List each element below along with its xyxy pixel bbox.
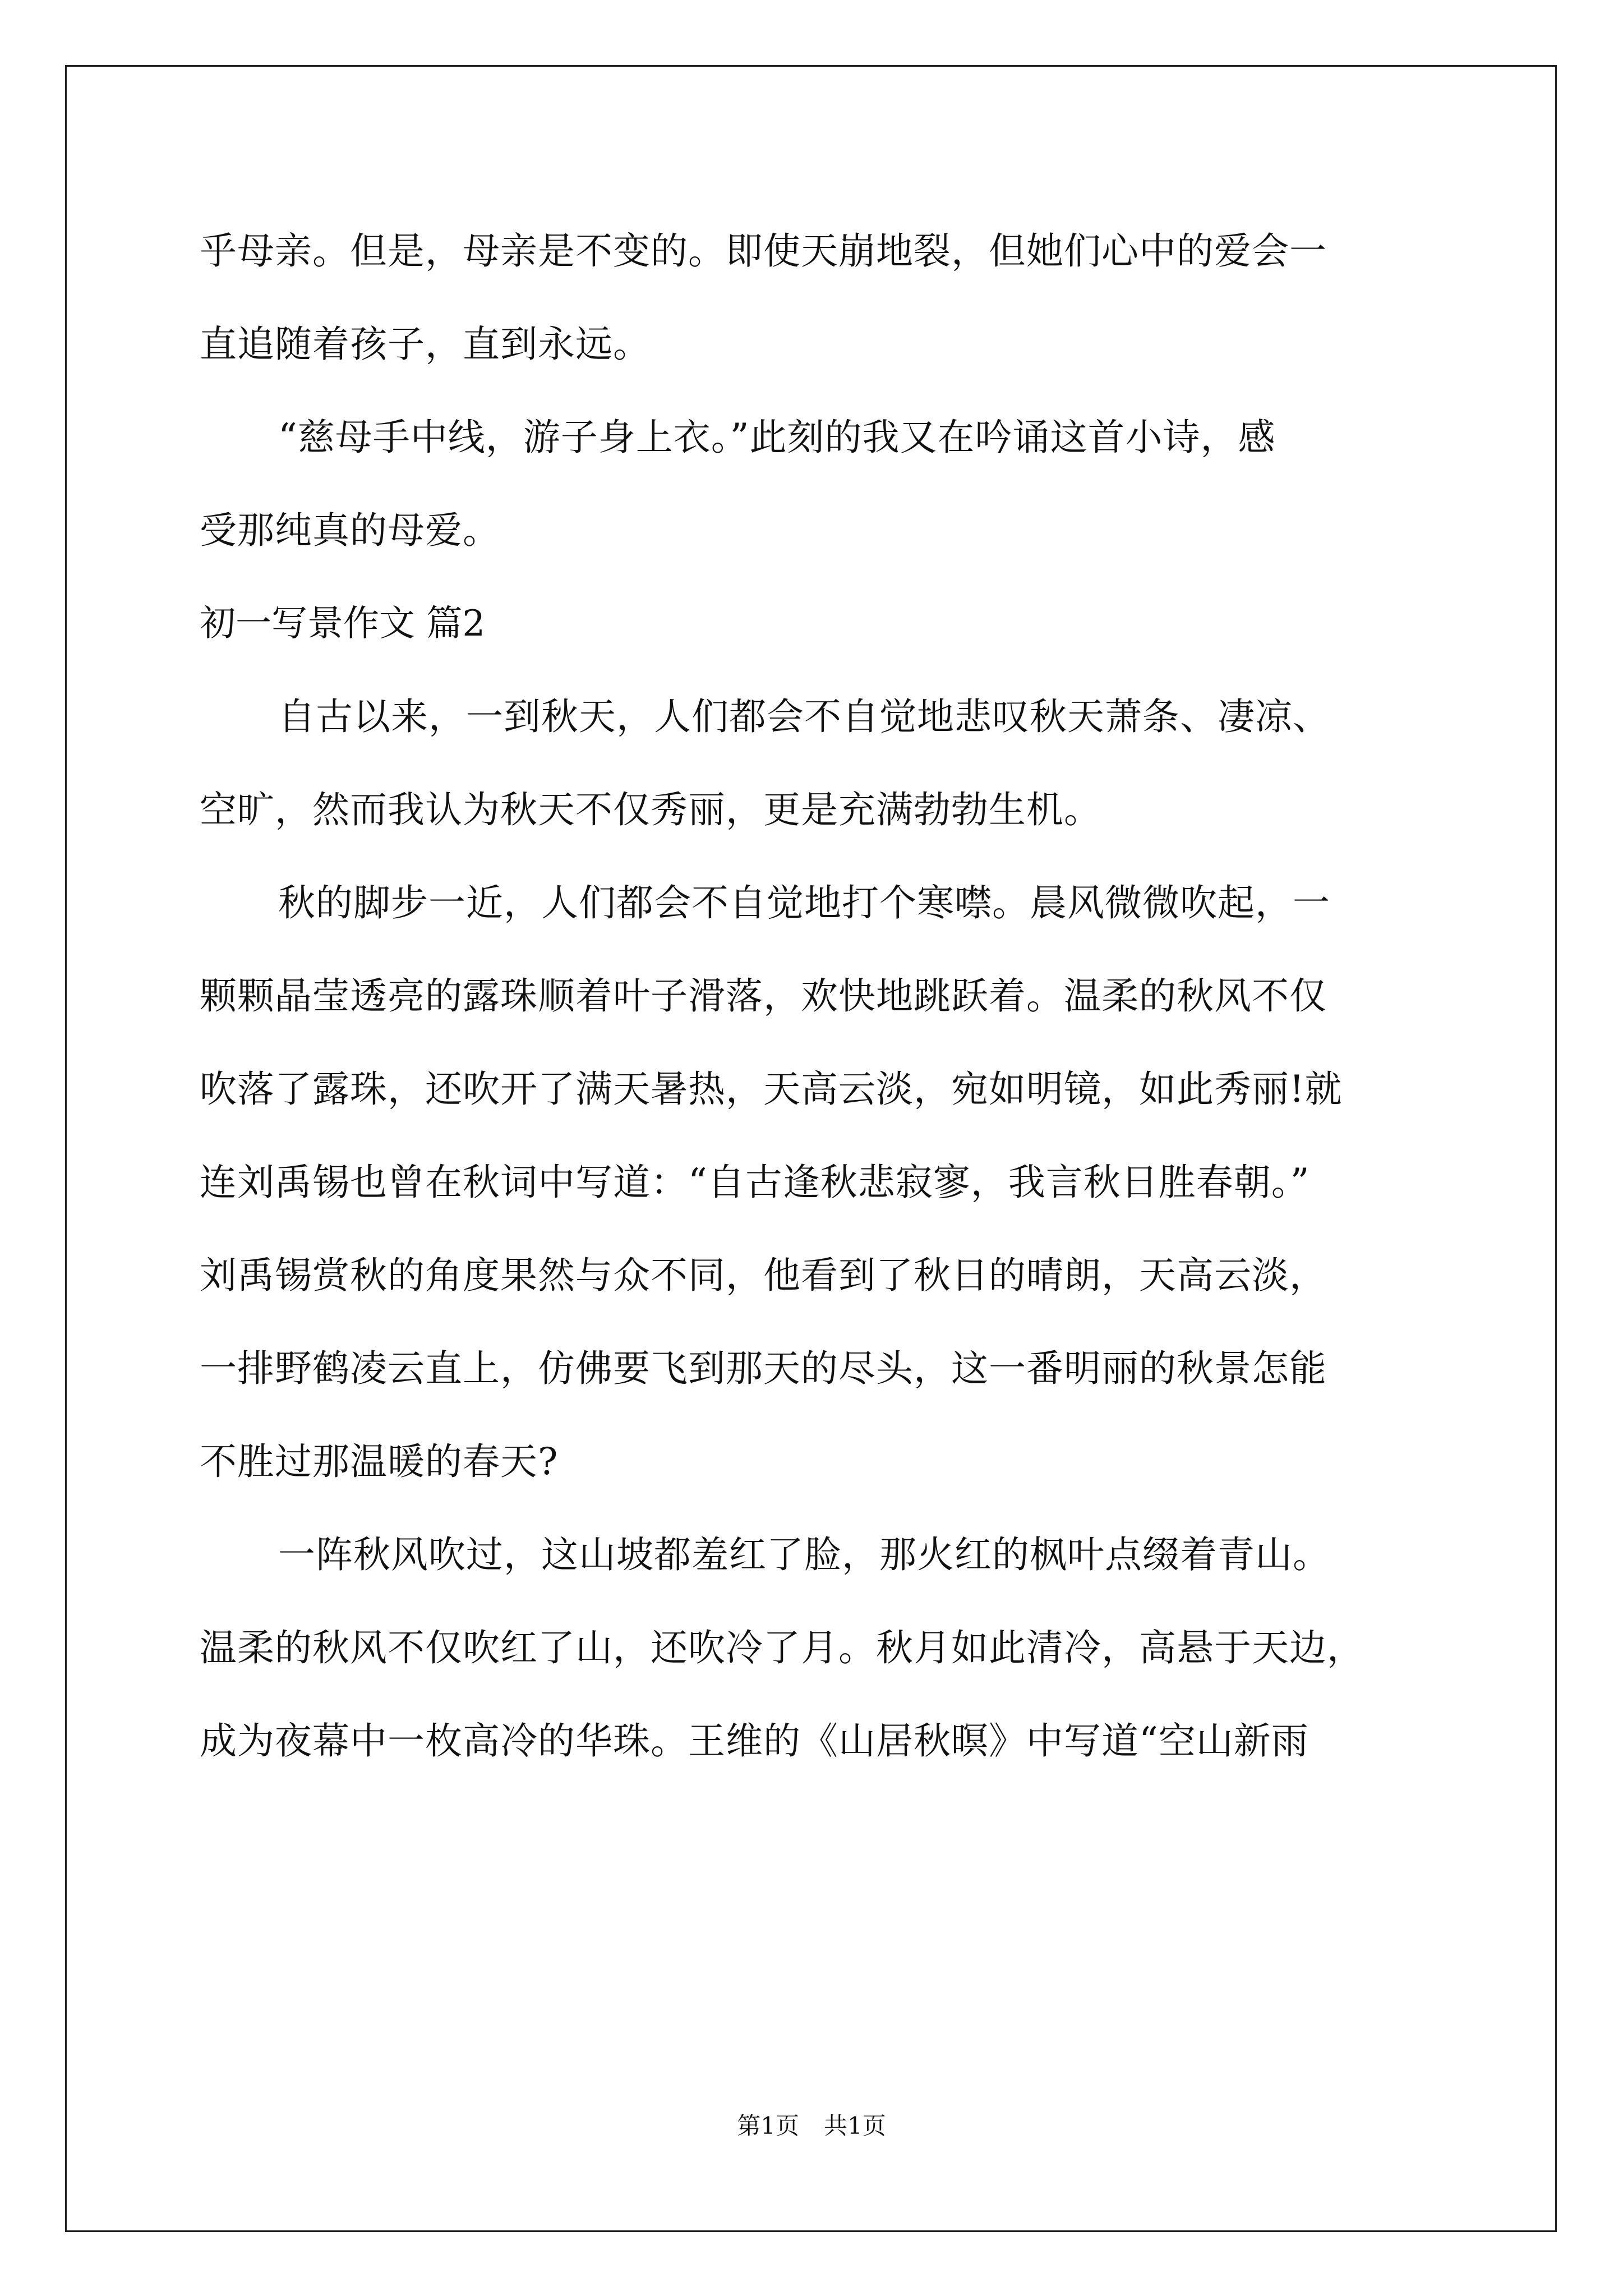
text-line: 一排野鹤凌云直上，仿佛要飞到那天的尽头，这一番明丽的秋景怎能 <box>200 1347 1327 1390</box>
text-line: 吹落了露珠，还吹开了满天暑热，天高云淡，宛如明镜，如此秀丽!就 <box>200 1068 1343 1111</box>
text-line: 不胜过那温暖的春天? <box>200 1440 559 1483</box>
page-number: 第1页 <box>737 2112 799 2139</box>
page-footer <box>0 2109 1623 2143</box>
document-body <box>200 205 1428 1788</box>
text-line: 秋的脚步一近，人们都会不自觉地打个寒噤。晨风微微吹起，一 <box>278 881 1330 924</box>
text-line: 成为夜幕中一枚高冷的华珠。王维的《山居秋暝》中写道“空山新雨 <box>200 1719 1309 1763</box>
text-line: 刘禹锡赏秋的角度果然与众不同，他看到了秋日的晴朗，天高云淡， <box>200 1254 1327 1297</box>
text-line: 受那纯真的母爱。 <box>200 509 500 552</box>
text-line: 自古以来，一到秋天，人们都会不自觉地悲叹秋天萧条、凄凉、 <box>278 695 1330 738</box>
page-total: 共1页 <box>824 2112 886 2139</box>
text-line: 空旷，然而我认为秋天不仅秀丽，更是充满勃勃生机。 <box>200 788 1101 831</box>
text-line: 连刘禹锡也曾在秋词中写道：“自古逢秋悲寂寥，我言秋日胜春朝。” <box>200 1161 1310 1204</box>
text-line: 乎母亲。但是，母亲是不变的。即使天崩地裂，但她们心中的爱会一 <box>200 229 1327 273</box>
text-line: 直追随着孩子，直到永远。 <box>200 323 651 366</box>
section-heading: 初一写景作文 篇2 <box>200 603 486 645</box>
text-line: “慈母手中线，游子身上衣。”此刻的我又在吟诵这首小诗，感 <box>278 416 1276 459</box>
text-line: 颗颗晶莹透亮的露珠顺着叶子滑落，欢快地跳跃着。温柔的秋风不仅 <box>200 974 1327 1018</box>
text-line: 一阵秋风吹过，这山坡都羞红了脸，那火红的枫叶点缀着青山。 <box>278 1533 1330 1576</box>
text-line: 温柔的秋风不仅吹红了山，还吹冷了月。秋月如此清冷，高悬于天边， <box>200 1626 1364 1669</box>
